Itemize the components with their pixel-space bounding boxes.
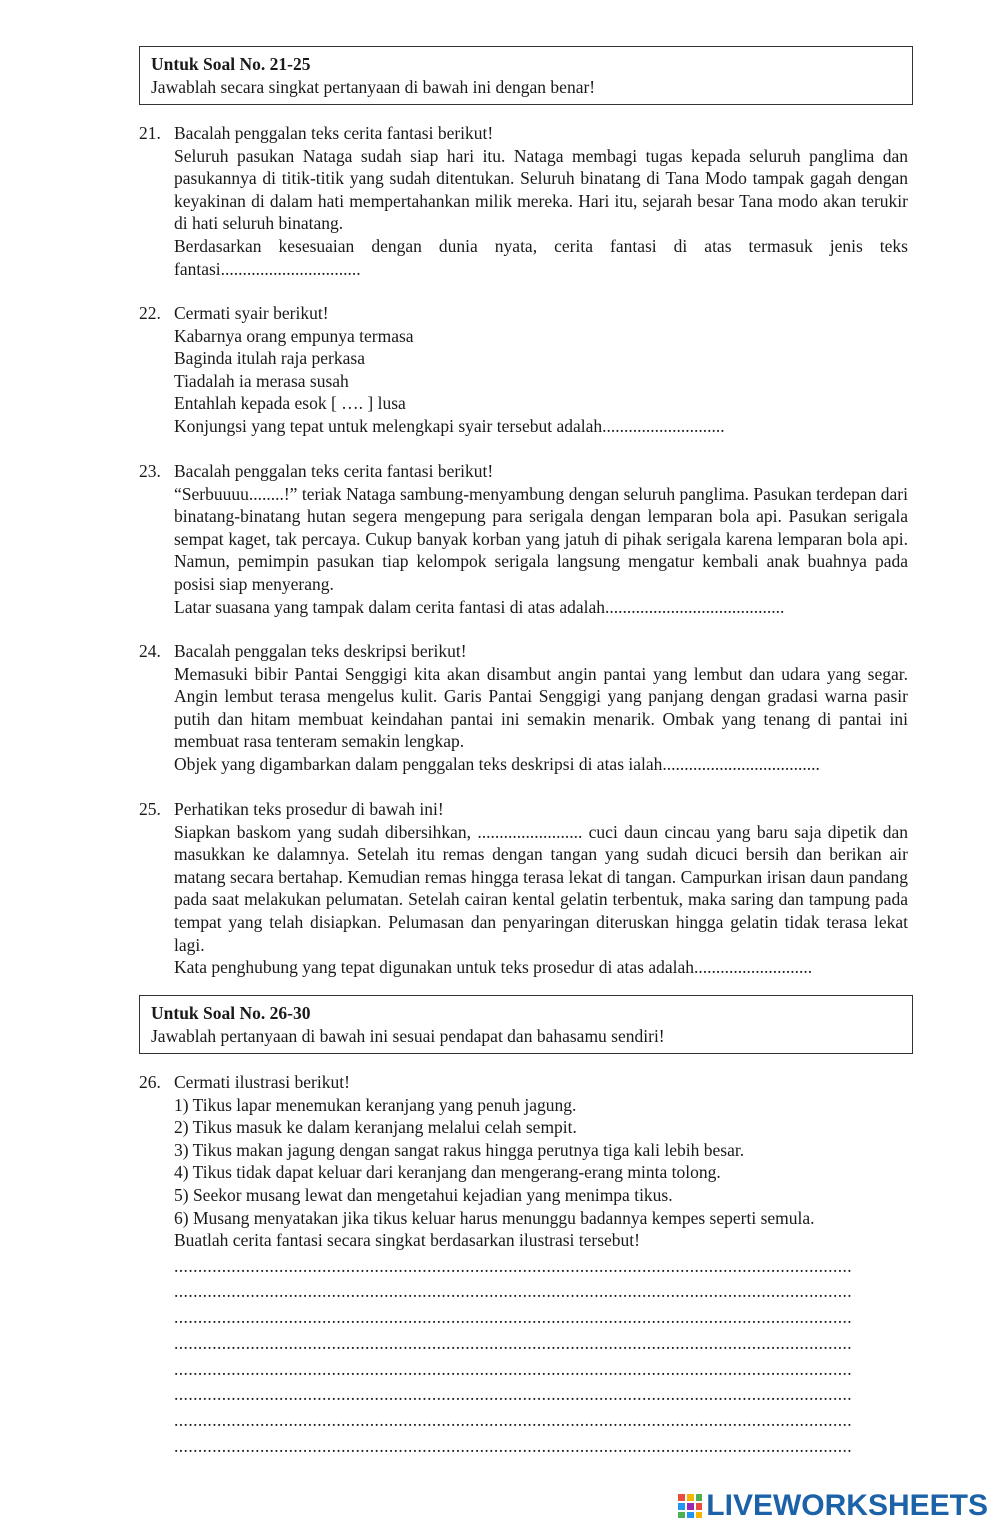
answer-line[interactable]: .............................................................................................................................................. [174,1255,853,1276]
question-prompt[interactable]: Konjungsi yang tepat untuk melengkapi syair tersebut adalah............................ [174,415,725,436]
logo-text: LIVEWORKSHEETS [706,1488,988,1522]
question-intro: Bacalah penggalan teks deskripsi berikut! [174,641,467,661]
illustration-item: 6) Musang menyatakan jika tikus keluar harus menunggu badannya kempes seperti semula. [174,1207,815,1228]
question-number: 25. [139,799,161,819]
question-intro: Perhatikan teks prosedur di bawah ini! [174,799,444,819]
question-passage: Seluruh pasukan Nataga sudah siap hari itu. Nataga membagi tugas kepada seluruh panglima dan pasukannya di titik-titik yang sudah ditentukan. Seluruh binatang di Tana Modo tampak gagah dengan keyakinan di dalam hati mempertahankan milik mereka. Hari itu, sejarah besar Tana modo akan terukir di hati seluruh binatang. [174,145,908,234]
illustration-item: 4) Tikus tidak dapat keluar dari keranjang dan mengerang-erang minta tolong. [174,1162,721,1183]
answer-line[interactable]: .............................................................................................................................................. [174,1358,853,1379]
question-intro: Cermati syair berikut! [174,303,329,323]
illustration-item: 2) Tikus masuk ke dalam keranjang melalui celah sempit. [174,1117,577,1138]
question-prompt[interactable]: Kata penghubung yang tepat digunakan untuk teks prosedur di atas adalah........................... [174,957,813,978]
question-26 [139,1071,908,1459]
syair-line: Kabarnya orang empunya termasa [174,325,414,346]
answer-line[interactable]: .............................................................................................................................................. [174,1332,853,1353]
instruction-box-26-30 [139,995,913,1054]
illustration-item: 1) Tikus lapar menemukan keranjang yang penuh jagung. [174,1094,577,1115]
answer-line[interactable]: .............................................................................................................................................. [174,1307,853,1328]
instruction-box-21-25 [139,46,913,105]
syair-line: Tiadalah ia merasa susah [174,370,349,391]
question-prompt[interactable]: Objek yang digambarkan dalam penggalan teks deskripsi di atas ialah.................................... [174,753,820,774]
question-intro: Bacalah penggalan teks cerita fantasi berikut! [174,461,494,481]
answer-line[interactable]: .............................................................................................................................................. [174,1409,853,1430]
question-21 [139,122,908,280]
question-passage: Siapkan baskom yang sudah dibersihkan, ........................ cuci daun cincau yang baru saja dipetik dan masukkan ke dalamnya. Setelah itu remas dengan tangan yang sudah dicuci bersih dan berikan air matang secara bertahap. Kemudian remas hingga terasa lekat di tangan. Campurkan irisan daun pandang pada saat melakukan pelumatan. Setelah cairan kental gelatin terbentuk, maka saring dan tampung pada tempat yang telah disiapkan. Pelumasan dan penyaringan diteruskan hingga gelatin tidak terasa lekat lagi. [174,821,908,955]
question-prompt[interactable]: Berdasarkan kesesuaian dengan dunia nyata, cerita fantasi di atas termasuk jenis teks fantasi................................ [174,235,908,279]
liveworksheets-icon [677,1493,703,1519]
instruction-title: Untuk Soal No. 26-30 [151,1003,311,1023]
question-passage: Memasuki bibir Pantai Senggigi kita akan disambut angin pantai yang lembut dan udara yang segar. Angin lembut terasa mengelus kulit. Garis Pantai Senggigi yang panjang dengan gradasi warna pasir putih dan hitam membuat keindahan pantai ini semakin menarik. Ombak yang tenang di pantai ini membuat rasa tenteram semakin lengkap. [174,663,908,752]
question-number: 22. [139,303,161,323]
liveworksheets-logo [677,1488,988,1524]
question-passage: “Serbuuuu........!” teriak Nataga sambung-menyambung dengan seluruh panglima. Pasukan terdepan dari binatang-binatang hutan segera mengepung para serigala dengan lemparan bola api. Pasukan serigala sempat kaget, tak percaya. Cukup banyak korban yang jatuh di pihak serigala karena lemparan bola api. Namun, pemimpin pasukan tiap kelompok serigala langsung mengatur kembali anak buahnya pada posisi siap menyerang. [174,483,908,594]
instruction-title: Untuk Soal No. 21-25 [151,54,311,74]
question-prompt: Buatlah cerita fantasi secara singkat berdasarkan ilustrasi tersebut! [174,1230,640,1251]
question-intro: Cermati ilustrasi berikut! [174,1072,350,1092]
question-number: 24. [139,641,161,661]
question-23 [139,460,908,618]
answer-line[interactable]: .............................................................................................................................................. [174,1384,853,1405]
question-24 [139,640,908,776]
answer-line[interactable]: .............................................................................................................................................. [174,1281,853,1302]
syair-line: Baginda itulah raja perkasa [174,348,365,369]
question-number: 23. [139,461,161,481]
question-prompt[interactable]: Latar suasana yang tampak dalam cerita fantasi di atas adalah......................................... [174,596,785,617]
instruction-text: Jawablah pertanyaan di bawah ini sesuai pendapat dan bahasamu sendiri! [151,1025,665,1046]
answer-line[interactable]: .............................................................................................................................................. [174,1435,853,1456]
instruction-text: Jawablah secara singkat pertanyaan di bawah ini dengan benar! [151,76,596,97]
question-25 [139,798,908,979]
question-intro: Bacalah penggalan teks cerita fantasi berikut! [174,123,494,143]
syair-line: Entahlah kepada esok [ …. ] lusa [174,393,406,414]
illustration-item: 5) Seekor musang lewat dan mengetahui kejadian yang menimpa tikus. [174,1184,673,1205]
illustration-item: 3) Tikus makan jagung dengan sangat rakus hingga perutnya tiga kali lebih besar. [174,1139,745,1160]
question-number: 26. [139,1072,161,1092]
question-22 [139,302,908,438]
question-number: 21. [139,123,161,143]
